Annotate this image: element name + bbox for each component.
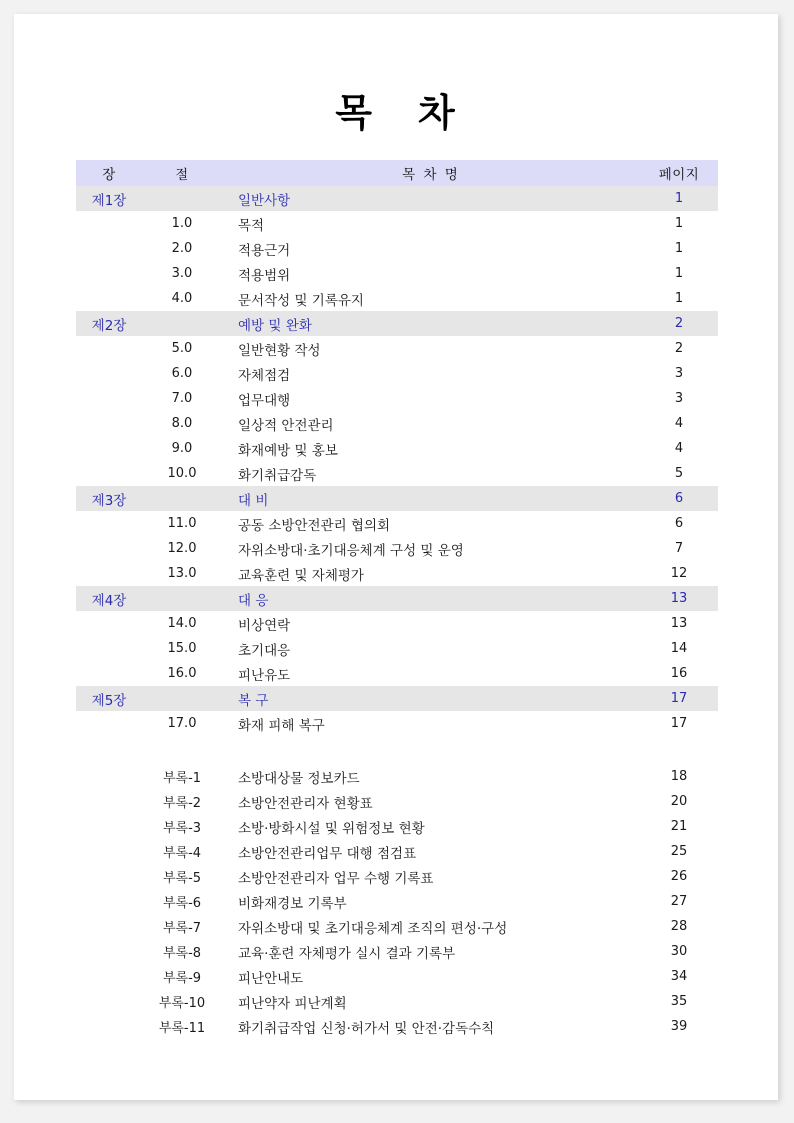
row-title: 목적 <box>238 217 265 234</box>
row-page: 16 <box>670 666 688 681</box>
row-section: 17.0 <box>167 716 197 731</box>
row-page: 4 <box>674 416 684 431</box>
row-chapter: 제5장 <box>91 692 127 709</box>
row-section: 6.0 <box>171 366 193 381</box>
row-page: 7 <box>674 541 684 556</box>
page-title <box>14 82 778 137</box>
row-section: 3.0 <box>171 266 193 281</box>
row-page: 17 <box>670 691 688 706</box>
table-row[interactable] <box>76 461 718 486</box>
header-page: 페이지 <box>658 167 700 183</box>
row-title: 소방·방화시설 및 위험정보 현황 <box>238 820 425 837</box>
row-title: 자체점검 <box>238 367 291 384</box>
row-title: 업무대행 <box>238 392 291 409</box>
table-row[interactable] <box>76 361 718 386</box>
row-title: 문서작성 및 기록유지 <box>238 292 364 309</box>
row-page: 6 <box>674 516 684 531</box>
row-page: 5 <box>674 466 684 481</box>
row-title: 자위소방대·초기대응체계 구성 및 운영 <box>238 542 464 559</box>
table-row[interactable] <box>76 889 718 914</box>
row-page: 2 <box>674 341 684 356</box>
row-page: 1 <box>674 291 684 306</box>
table-row[interactable] <box>76 964 718 989</box>
row-section: 8.0 <box>171 416 193 431</box>
row-title: 비상연락 <box>238 617 291 634</box>
row-section: 16.0 <box>167 666 197 681</box>
row-page: 1 <box>674 266 684 281</box>
row-title: 대 비 <box>238 492 269 509</box>
row-page: 30 <box>670 944 688 959</box>
row-page: 1 <box>674 191 684 206</box>
row-title: 대 응 <box>238 592 269 609</box>
row-page: 1 <box>674 241 684 256</box>
row-page: 21 <box>670 819 688 834</box>
table-row[interactable] <box>76 636 718 661</box>
table-row[interactable] <box>76 386 718 411</box>
row-section: 7.0 <box>171 391 193 406</box>
document-page <box>14 14 778 1100</box>
table-row[interactable] <box>76 686 718 711</box>
header-chapter: 장 <box>102 167 116 183</box>
table-of-contents <box>76 160 718 1039</box>
table-row[interactable] <box>76 711 718 736</box>
row-section: 13.0 <box>167 566 197 581</box>
row-section: 부록-6 <box>162 896 202 911</box>
row-section: 9.0 <box>171 441 193 456</box>
row-section: 부록-4 <box>162 846 202 861</box>
row-page: 39 <box>670 1019 688 1034</box>
row-page: 4 <box>674 441 684 456</box>
page-title-first: 목 <box>335 91 374 135</box>
row-chapter: 제3장 <box>91 492 127 509</box>
row-title: 일상적 안전관리 <box>238 417 334 434</box>
row-title: 화재예방 및 홍보 <box>238 442 338 459</box>
row-page: 26 <box>670 869 688 884</box>
row-title: 피난약자 피난계획 <box>238 995 347 1012</box>
row-title: 일반현황 작성 <box>238 342 321 359</box>
row-title: 소방안전관리업무 대행 점검표 <box>238 845 417 862</box>
table-row[interactable] <box>76 311 718 336</box>
table-row[interactable] <box>76 764 718 789</box>
row-page: 12 <box>670 566 688 581</box>
row-section: 12.0 <box>167 541 197 556</box>
row-section: 부록-7 <box>162 921 202 936</box>
row-page: 20 <box>670 794 688 809</box>
table-row[interactable] <box>76 211 718 236</box>
row-title: 화기취급작업 신청·허가서 및 안전·감독수칙 <box>238 1020 495 1037</box>
table-row[interactable] <box>76 286 718 311</box>
row-title: 비화재경보 기록부 <box>238 895 347 912</box>
row-title: 적용범위 <box>238 267 291 284</box>
row-chapter: 제4장 <box>91 592 127 609</box>
header-section: 절 <box>175 167 189 183</box>
row-page: 18 <box>670 769 688 784</box>
row-title: 화재 피해 복구 <box>238 717 325 734</box>
table-row[interactable] <box>76 864 718 889</box>
row-section: 10.0 <box>167 466 197 481</box>
row-page: 13 <box>670 616 688 631</box>
row-section: 부록-2 <box>162 796 202 811</box>
row-page: 34 <box>670 969 688 984</box>
row-section: 4.0 <box>171 291 193 306</box>
table-row[interactable] <box>76 561 718 586</box>
row-section: 1.0 <box>171 216 193 231</box>
table-row[interactable] <box>76 411 718 436</box>
row-title: 교육훈련 및 자체평가 <box>238 567 364 584</box>
row-page: 1 <box>674 216 684 231</box>
row-title: 초기대응 <box>238 642 291 659</box>
table-row[interactable] <box>76 814 718 839</box>
row-title: 소방안전관리자 업무 수행 기록표 <box>238 870 434 887</box>
table-row[interactable] <box>76 586 718 611</box>
row-title: 피난유도 <box>238 667 291 684</box>
row-title: 소방안전관리자 현황표 <box>238 795 373 812</box>
table-header-row <box>76 160 718 186</box>
row-chapter: 제2장 <box>91 317 127 334</box>
table-spacer-row <box>76 736 718 764</box>
table-row[interactable] <box>76 536 718 561</box>
row-title: 일반사항 <box>238 192 291 209</box>
row-section: 14.0 <box>167 616 197 631</box>
row-page: 28 <box>670 919 688 934</box>
row-chapter: 제1장 <box>91 192 127 209</box>
table-row[interactable] <box>76 236 718 261</box>
row-title: 적용근거 <box>238 242 291 259</box>
row-title: 예방 및 완화 <box>238 317 312 334</box>
row-page: 6 <box>674 491 684 506</box>
row-page: 3 <box>674 391 684 406</box>
row-section: 부록-8 <box>162 946 202 961</box>
row-page: 35 <box>670 994 688 1009</box>
page-title-second: 차 <box>418 91 457 135</box>
row-page: 25 <box>670 844 688 859</box>
table-row[interactable] <box>76 939 718 964</box>
table-row[interactable] <box>76 611 718 636</box>
row-title: 자위소방대 및 초기대응체계 조직의 편성·구성 <box>238 920 508 937</box>
row-section: 15.0 <box>167 641 197 656</box>
table-row[interactable] <box>76 839 718 864</box>
row-page: 14 <box>670 641 688 656</box>
row-section: 2.0 <box>171 241 193 256</box>
row-section: 11.0 <box>167 516 197 531</box>
table-row[interactable] <box>76 914 718 939</box>
row-section: 부록-1 <box>162 771 202 786</box>
row-section: 부록-9 <box>162 971 202 986</box>
row-section: 부록-3 <box>162 821 202 836</box>
row-page: 3 <box>674 366 684 381</box>
table-row[interactable] <box>76 661 718 686</box>
row-section: 부록-11 <box>158 1021 206 1036</box>
table-row[interactable] <box>76 486 718 511</box>
table-row[interactable] <box>76 186 718 211</box>
row-title: 교육·훈련 자체평가 실시 결과 기록부 <box>238 945 456 962</box>
table-row[interactable] <box>76 511 718 536</box>
table-row[interactable] <box>76 789 718 814</box>
row-page: 27 <box>670 894 688 909</box>
header-title: 목 차 명 <box>402 167 460 183</box>
row-section: 부록-5 <box>162 871 202 886</box>
row-title: 공동 소방안전관리 협의회 <box>238 517 391 534</box>
row-page: 13 <box>670 591 688 606</box>
row-page: 17 <box>670 716 688 731</box>
table-row[interactable] <box>76 336 718 361</box>
row-title: 화기취급감독 <box>238 467 317 484</box>
table-row[interactable] <box>76 436 718 461</box>
row-title: 소방대상물 정보카드 <box>238 770 360 787</box>
row-title: 피난안내도 <box>238 970 304 987</box>
table-row[interactable] <box>76 1014 718 1039</box>
row-section: 부록-10 <box>158 996 206 1011</box>
row-title: 복 구 <box>238 692 269 709</box>
table-row[interactable] <box>76 989 718 1014</box>
row-section: 5.0 <box>171 341 193 356</box>
table-row[interactable] <box>76 261 718 286</box>
row-page: 2 <box>674 316 684 331</box>
